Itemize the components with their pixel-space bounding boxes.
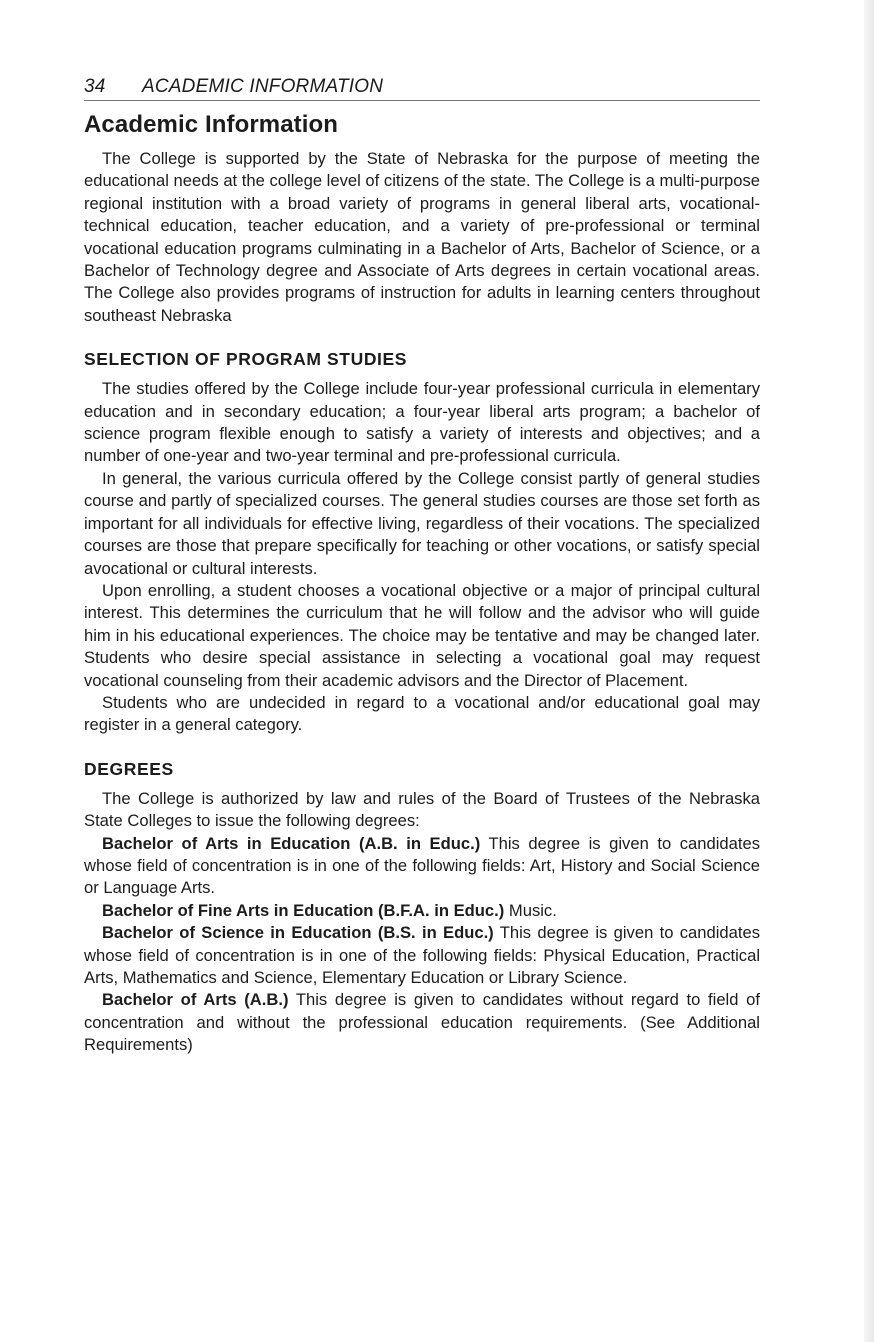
- degree-description: This degree is given to candidates whose field of concentration is in one of the following fields: Physical Education, Practical Arts, Mathematics and Science, Elementary Education or Library Science.: [84, 923, 760, 987]
- running-header: [84, 76, 760, 101]
- degree-item: [84, 833, 760, 900]
- document-page: [84, 76, 760, 1057]
- degree-description: Music.: [504, 900, 557, 920]
- degree-name: Bachelor of Science in Education (B.S. in Educ.): [102, 923, 494, 943]
- degree-name: Bachelor of Fine Arts in Education (B.F.A. in Educ.): [102, 900, 505, 920]
- selection-paragraph: In general, the various curricula offered by the College consist partly of general studies course and partly of specialized courses. The general studies courses are those set forth as important for all individuals for effective living, regardless of their vocations. The specialized courses are those that prepare specifically for teaching or other vocations, or satisfy special avocational or cultural interests.: [84, 468, 760, 578]
- selection-paragraph: Students who are undecided in regard to a vocational and/or educational goal may register in a general category.: [84, 692, 760, 735]
- degree-item: [84, 989, 760, 1056]
- selection-paragraph: Upon enrolling, a student chooses a vocational objective or a major of principal cultural interest. This determines the curriculum that he will follow and the advisor who will guide him in his educational experiences. The choice may be tentative and may be changed later. Students who desire special assistance in selecting a vocational goal may request vocational counseling from their academic advisors and the Director of Placement.: [84, 580, 760, 690]
- degree-name: Bachelor of Arts (A.B.): [102, 990, 289, 1010]
- degree-item: [84, 900, 760, 922]
- page-title: Academic Information: [84, 111, 339, 138]
- page-number: 34: [84, 76, 106, 97]
- section-heading-degrees: DEGREES: [84, 758, 174, 779]
- running-title: ACADEMIC INFORMATION: [142, 76, 384, 97]
- section-heading-selection: SELECTION OF PROGRAM STUDIES: [84, 349, 408, 370]
- degree-description: This degree is given to candidates without regard to field of concentration and without the professional education requirements. (See Additional Requirements): [84, 990, 760, 1055]
- selection-paragraph: The studies offered by the College include four-year professional curricula in elementary education and in secondary education; a four-year liberal arts program; a bachelor of science program flexible enough to satisfy a variety of interests and objectives; and a number of one-year and two-year terminal and pre-professional curricula.: [84, 379, 760, 466]
- degree-item: [84, 922, 760, 989]
- degree-description: This degree is given to candidates whose field of concentration is in one of the following fields: Art, History and Social Science or Language Arts.: [84, 833, 761, 898]
- page-edge-shadow: [864, 0, 874, 1342]
- degrees-intro-paragraph: The College is authorized by law and rules of the Board of Trustees of the Nebraska State Colleges to issue the following degrees:: [84, 788, 760, 831]
- intro-paragraph: The College is supported by the State of Nebraska for the purpose of meeting the educational needs at the college level of citizens of the state. The College is a multi-purpose regional institution with a broad variety of programs in general liberal arts, vocational-technical education, teacher education, and a variety of pre-professional or terminal vocational education programs culminating in a Bachelor of Arts, Bachelor of Science, or a Bachelor of Technology degree and Associate of Arts degrees in certain vocational areas. The College also provides programs of instruction for adults in learning centers throughout southeast Nebraska: [84, 149, 760, 325]
- degree-name: Bachelor of Arts in Education (A.B. in Educ.): [102, 833, 481, 853]
